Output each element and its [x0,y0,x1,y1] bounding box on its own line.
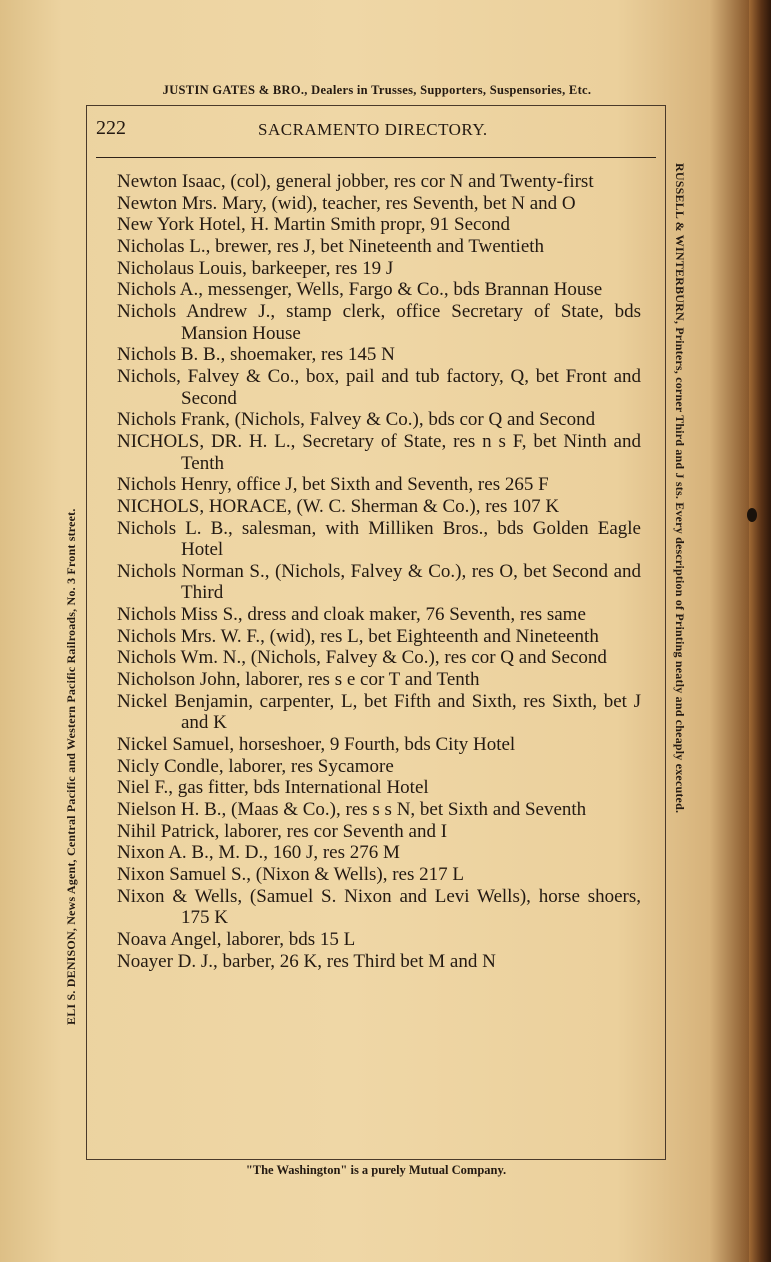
directory-entry: Nichols A., messenger, Wells, Fargo & Co., bds Brannan House [117,279,603,301]
left-side-advertisement: ELI S. DENISON, News Agent, Central Pacific and Western Pacific Railroads, No. 3 Front street. [64,508,78,1025]
page-number: 222 [96,117,126,139]
directory-entry: Niel F., gas fitter, bds International Hotel [117,777,429,799]
directory-entry: Nihil Patrick, laborer, res cor Seventh and I [117,820,448,842]
directory-entry: Nixon A. B., M. D., 160 J, res 276 M [117,842,400,864]
directory-entry: Noava Angel, laborer, bds 15 L [117,928,356,950]
directory-entry: New York Hotel, H. Martin Smith propr, 91 Second [117,214,510,236]
directory-entry: Nicholaus Louis, barkeeper, res 19 J [117,257,394,279]
directory-entries [117,171,641,972]
directory-entry: Nixon Samuel S., (Nixon & Wells), res 217 L [117,864,464,885]
right-side-advertisement: RUSSELL & WINTERBURN, Printers, corner Third and J sts. Every description of Printing neatly and cheaply executed. [673,163,687,814]
directory-entry: Noayer D. J., barber, 26 K, res Third bet M and N [117,950,496,972]
directory-entry: Nicly Condle, laborer, res Sycamore [117,755,394,777]
directory-entry: Nixon & Wells, (Samuel S. Nixon and Levi Wells), horse shoers, 175 K [117,885,641,929]
directory-entry: NICHOLS, DR. H. L., Secretary of State, res n s F, bet Ninth and Tenth [117,430,641,474]
directory-entry: Nielson H. B., (Maas & Co.), res s s N, bet Sixth and Seventh [117,799,587,821]
directory-entry: Nichols B. B., shoemaker, res 145 N [117,344,395,366]
directory-entry: Nickel Benjamin, carpenter, L, bet Fifth and Sixth, res Sixth, bet J and K [117,690,641,734]
directory-entry: Newton Mrs. Mary, (wid), teacher, res Seventh, bet N and O [117,192,576,214]
directory-entry: Nichols Wm. N., (Nichols, Falvey & Co.), res cor Q and Second [117,647,607,669]
directory-entry: Nichols, Falvey & Co., box, pail and tub factory, Q, bet Front and Second [117,365,641,409]
header-rule [96,157,656,158]
directory-entry: Nichols Andrew J., stamp clerk, office Secretary of State, bds Mansion House [117,300,641,344]
directory-entry: Nickel Samuel, horseshoer, 9 Fourth, bds City Hotel [117,734,516,756]
bottom-advertisement: "The Washington" is a purely Mutual Company. [245,1163,507,1177]
top-advertisement: JUSTIN GATES & BRO., Dealers in Trusses, Supporters, Suspensories, Etc. [162,83,592,97]
directory-entry: Nichols Norman S., (Nichols, Falvey & Co.), res O, bet Second and Third [117,560,641,604]
directory-entry: NICHOLS, HORACE, (W. C. Sherman & Co.), res 107 K [117,495,560,517]
margin-bullet [747,508,757,522]
directory-entry: Nichols Miss S., dress and cloak maker, 76 Seventh, res same [117,604,586,626]
directory-entry: Nichols Mrs. W. F., (wid), res L, bet Eighteenth and Nineteenth [117,625,599,647]
directory-entry: Nicholson John, laborer, res s e cor T and Tenth [117,669,480,691]
directory-entry: Nichols L. B., salesman, with Milliken Bros., bds Golden Eagle Hotel [117,517,641,561]
directory-entry: Nichols Henry, office J, bet Sixth and Seventh, res 265 F [117,474,549,496]
directory-entry: Nicholas L., brewer, res J, bet Nineteenth and Twentieth [117,235,545,257]
running-head: SACRAMENTO DIRECTORY. [258,120,488,139]
page-edge [749,0,771,1262]
directory-entry: Nichols Frank, (Nichols, Falvey & Co.), bds cor Q and Second [117,409,596,431]
directory-entry: Newton Isaac, (col), general jobber, res cor N and Twenty-first [117,171,594,192]
